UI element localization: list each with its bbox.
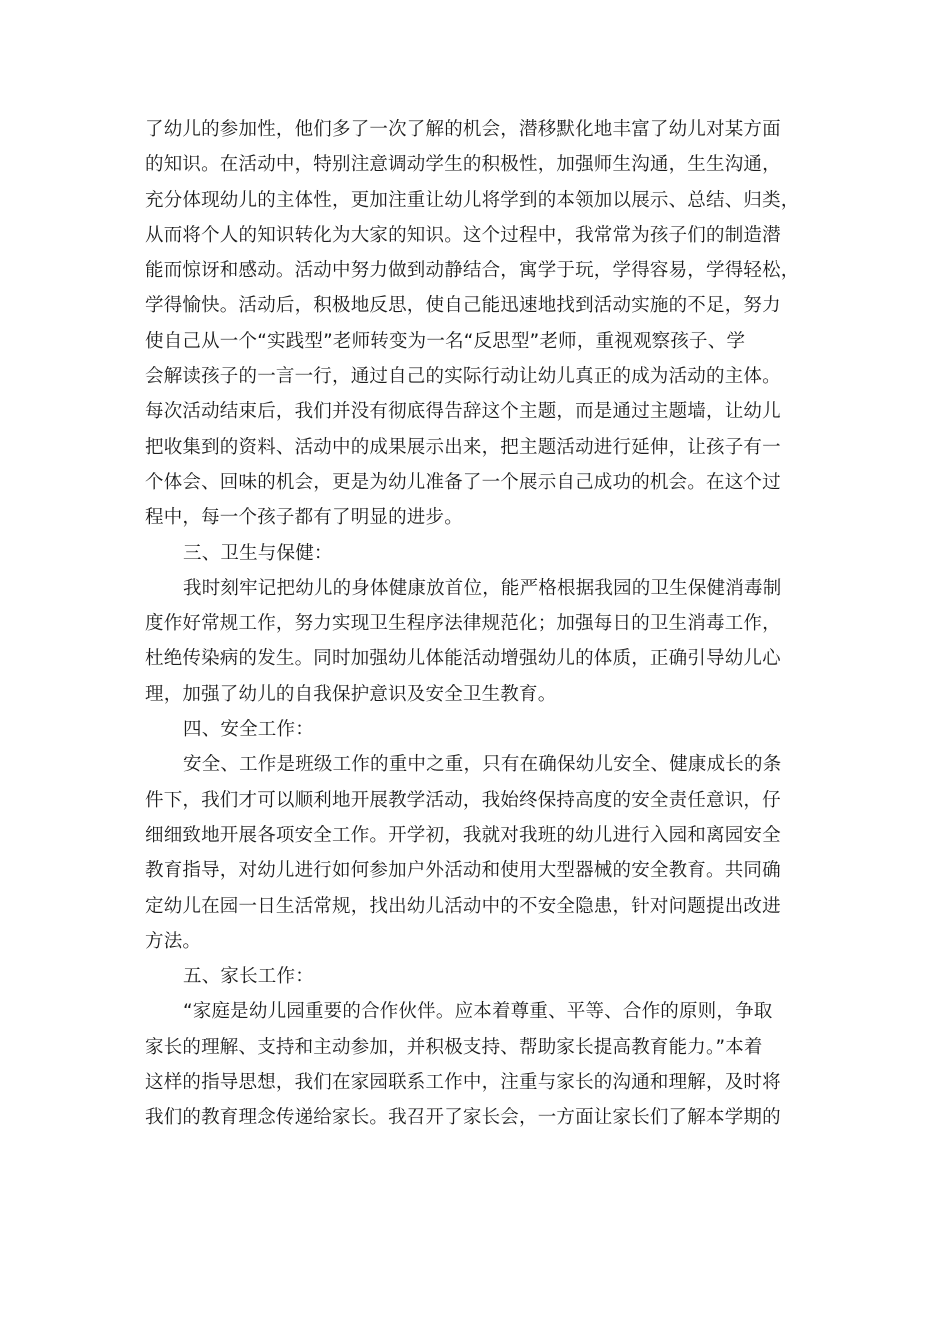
text-line: 会解读孩子的一言一行，通过自己的实际行动让幼儿真正的成为活动的主体。 bbox=[145, 366, 781, 388]
text-line: 充分体现幼儿的主体性，更加注重让幼儿将学到的本领加以展示、总结、归类， bbox=[145, 189, 800, 211]
text-line: 能而惊讶和感动。活动中努力做到动静结合，寓学于玩，学得容易，学得轻松， bbox=[145, 260, 800, 282]
text-line: 三、卫生与保健： bbox=[183, 542, 333, 564]
text-line: 理，加强了幼儿的自我保护意识及安全卫生教育。 bbox=[145, 683, 557, 705]
text-line: 度作好常规工作，努力实现卫生程序法律规范化；加强每日的卫生消毒工作， bbox=[145, 613, 781, 635]
text-line: 教育指导，对幼儿进行如何参加户外活动和使用大型器械的安全教育。共同确 bbox=[145, 860, 781, 882]
text-line: 方法。 bbox=[145, 930, 202, 952]
text-line: 从而将个人的知识转化为大家的知识。这个过程中，我常常为孩子们的制造潜 bbox=[145, 224, 781, 246]
text-line: 程中，每一个孩子都有了明显的进步。 bbox=[145, 507, 463, 529]
text-line: 细细致地开展各项安全工作。开学初，我就对我班的幼儿进行入园和离园安全 bbox=[145, 824, 781, 846]
text-line: 四、安全工作： bbox=[183, 719, 314, 741]
text-line: 家长的理解、支持和主动参加，并积极支持、帮助家长提高教育能力。”本着 bbox=[145, 1036, 763, 1058]
document-body bbox=[145, 112, 805, 1136]
text-line: 的知识。在活动中，特别注意调动学生的积极性，加强师生沟通，生生沟通， bbox=[145, 154, 781, 176]
text-line: 了幼儿的参加性，他们多了一次了解的机会，潜移默化地丰富了幼儿对某方面 bbox=[145, 119, 781, 140]
text-line: 安全、工作是班级工作的重中之重，只有在确保幼儿安全、健康成长的条 bbox=[183, 754, 782, 776]
text-line: 件下，我们才可以顺利地开展教学活动，我始终保持高度的安全责任意识，仔 bbox=[145, 789, 781, 811]
text-line: 五、家长工作： bbox=[183, 966, 314, 988]
text-line: 定幼儿在园一日生活常规，找出幼儿活动中的不安全隐患，针对问题提出改进 bbox=[145, 895, 781, 917]
text-line: 这样的指导思想，我们在家园联系工作中，注重与家长的沟通和理解，及时将 bbox=[145, 1072, 781, 1094]
text-line: 我时刻牢记把幼儿的身体健康放首位，能严格根据我园的卫生保健消毒制 bbox=[183, 577, 782, 599]
text-line: “家庭是幼儿园重要的合作伙伴。应本着尊重、平等、合作的原则，争取 bbox=[183, 1001, 773, 1023]
text-line: 我们的教育理念传递给家长。我召开了家长会，一方面让家长们了解本学期的 bbox=[145, 1107, 781, 1129]
text-line: 个体会、回味的机会，更是为幼儿准备了一个展示自己成功的机会。在这个过 bbox=[145, 471, 781, 493]
text-line: 把收集到的资料、活动中的成果展示出来，把主题活动进行延伸，让孩子有一 bbox=[145, 436, 781, 458]
text-line: 学得愉快。活动后，积极地反思，使自己能迅速地找到活动实施的不足，努力 bbox=[145, 295, 781, 317]
text-line: 每次活动结束后，我们并没有彻底得告辞这个主题，而是通过主题墙，让幼儿 bbox=[145, 401, 781, 423]
text-line: 使自己从一个“实践型”老师转变为一名“反思型”老师，重视观察孩子、学 bbox=[145, 330, 746, 352]
text-line: 杜绝传染病的发生。同时加强幼儿体能活动增强幼儿的体质，正确引导幼儿心 bbox=[145, 648, 781, 670]
